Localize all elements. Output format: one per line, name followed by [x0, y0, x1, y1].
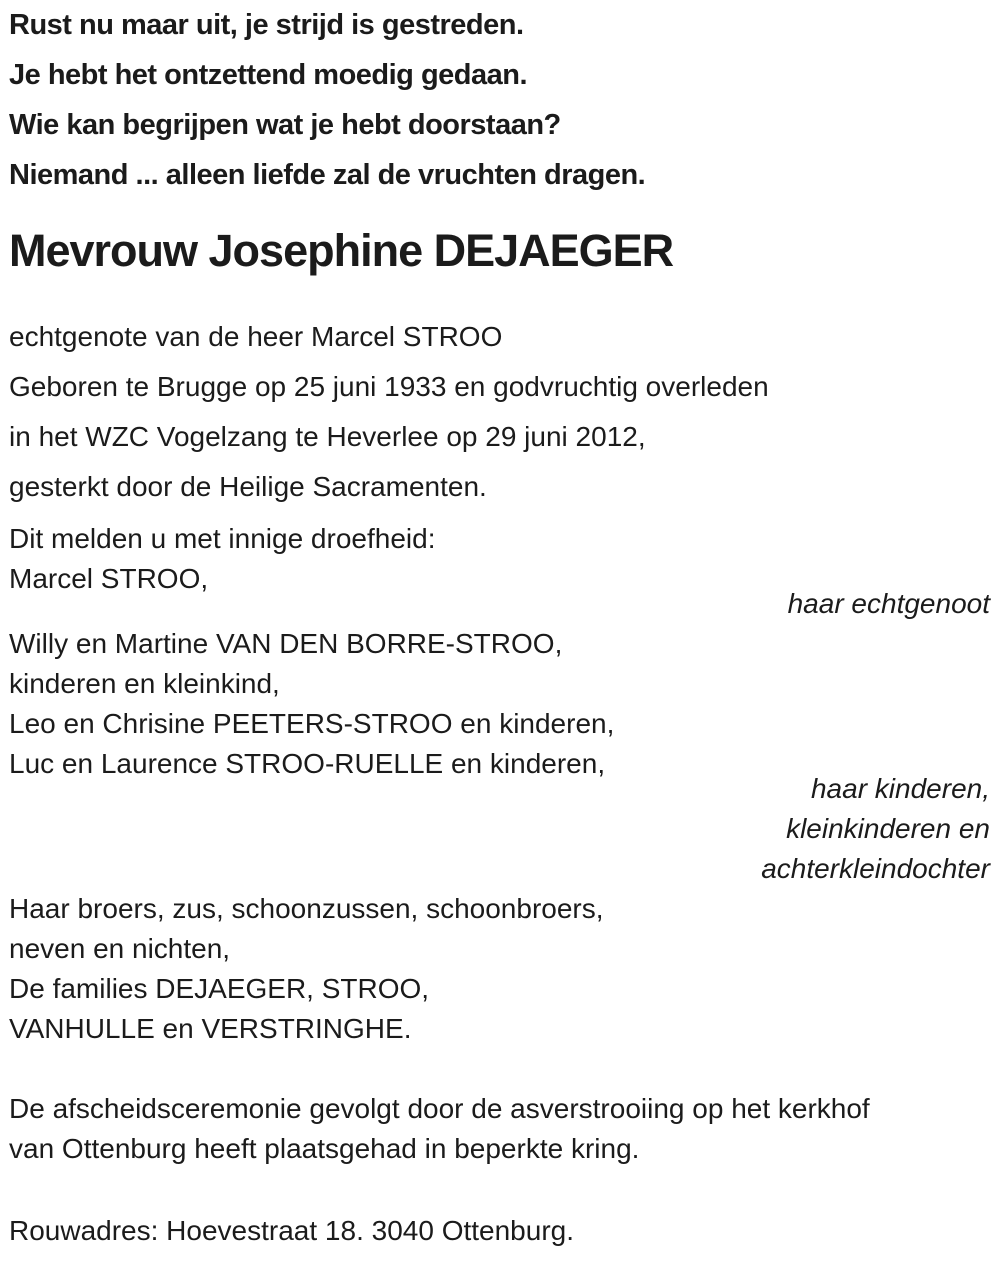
- poem-line: Rust nu maar uit, je strijd is gestreden.: [9, 9, 524, 41]
- relation-line: haar kinderen,: [810, 773, 990, 804]
- life-line: in het WZC Vogelzang te Heverlee op 29 juni 2012,: [9, 421, 646, 452]
- mourners-group-family: [9, 889, 990, 1049]
- mourner-name-line: Luc en Laurence STROO-RUELLE en kinderen,: [9, 748, 606, 779]
- ceremony-line: van Ottenburg heeft plaatsgehad in beperkte kring.: [9, 1133, 640, 1164]
- mourners-group-husband: [9, 559, 990, 624]
- relation-line: achterkleindochter: [761, 853, 990, 884]
- poem: [9, 0, 990, 200]
- poem-line: Je hebt het ontzettend moedig gedaan.: [9, 59, 528, 91]
- announcement-intro: Dit melden u met innige droefheid:: [9, 523, 436, 554]
- mourner-name-line: Willy en Martine VAN DEN BORRE-STROO,: [9, 628, 563, 659]
- mourner-name-line: De families DEJAEGER, STROO,: [9, 973, 430, 1004]
- mourner-name-line: Leo en Chrisine PEETERS-STROO en kinderen,: [9, 708, 615, 739]
- deceased-name-title: Mevrouw Josephine DEJAEGER: [9, 225, 674, 276]
- ceremony-line: De afscheidsceremonie gevolgt door de asverstrooiing op het kerkhof: [9, 1093, 870, 1124]
- mourner-name-line: VANHULLE en VERSTRINGHE.: [9, 1013, 412, 1044]
- mourning-address-line: Rouwadres: Hoevestraat 18. 3040 Ottenburg.: [9, 1215, 575, 1246]
- life-line: Geboren te Brugge op 25 juni 1933 en godvruchtig overleden: [9, 371, 769, 402]
- mourner-name-line: Marcel STROO,: [9, 563, 209, 594]
- mourner-name-line: Haar broers, zus, schoonzussen, schoonbroers,: [9, 893, 604, 924]
- relation-lines: [9, 769, 990, 889]
- mourners-group-children: [9, 624, 990, 889]
- relation-line: kleinkinderen en: [786, 813, 990, 844]
- poem-line: Wie kan begrijpen wat je hebt doorstaan?: [9, 109, 561, 141]
- relation-line: haar echtgenoot: [787, 588, 990, 619]
- birth-death-paragraph: [9, 362, 990, 512]
- spouse-line: echtgenote van de heer Marcel STROO: [9, 321, 503, 352]
- mourner-name-line: kinderen en kleinkind,: [9, 668, 280, 699]
- ceremony-paragraph: [9, 1089, 990, 1169]
- poem-line: Niemand ... alleen liefde zal de vruchten dragen.: [9, 159, 646, 191]
- mourner-name-line: neven en nichten,: [9, 933, 231, 964]
- life-line: gesterkt door de Heilige Sacramenten.: [9, 471, 487, 502]
